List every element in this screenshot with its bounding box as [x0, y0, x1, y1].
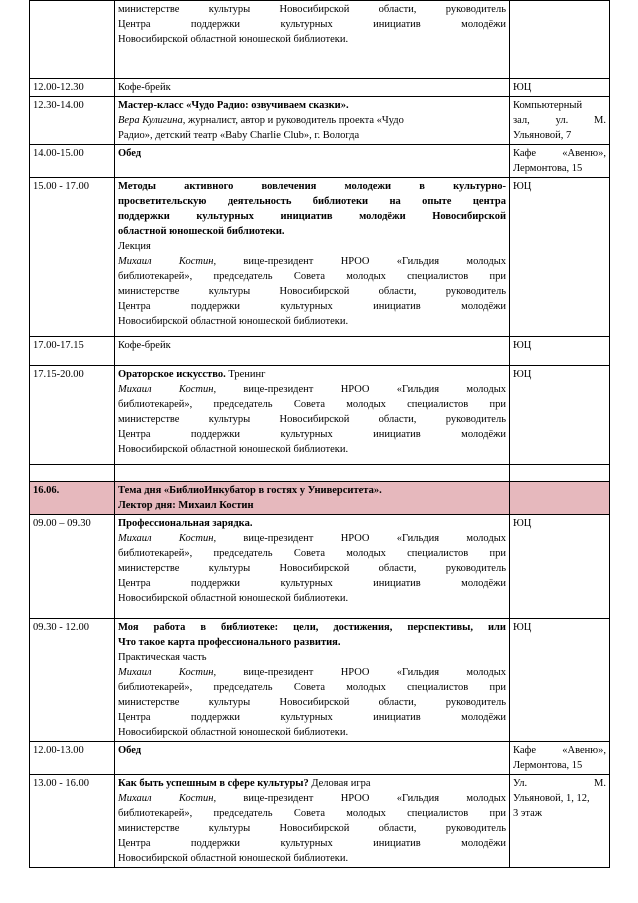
place-line: 3 этаж	[513, 808, 543, 819]
time-cell: 17.00-17.15	[30, 337, 115, 366]
speaker-desc: вице-президент НРОО «Гильдия молодых	[243, 793, 507, 804]
time-cell: 17.15-20.00	[30, 366, 115, 465]
content-cell	[115, 366, 510, 465]
time-cell	[30, 1, 115, 79]
event-title: поддержки культурных инициатив молодёжи Новосибирской	[118, 211, 506, 222]
place-line: Ул. М.	[513, 778, 606, 789]
content-cell	[115, 619, 510, 742]
day-header-row	[30, 482, 610, 515]
content-cell	[115, 515, 510, 619]
event-title: Обед	[118, 745, 142, 756]
place-line: Ульяновой, 7	[513, 130, 572, 141]
time-cell: 09.30 - 12.00	[30, 619, 115, 742]
event-title: областной юношеской библиотеки.	[118, 226, 285, 237]
table-row	[30, 515, 610, 619]
place-line: Лермонтова, 15	[513, 163, 583, 174]
place-line: Ульяновой, 1, 12,	[513, 793, 590, 804]
event-title: Обед	[118, 148, 142, 159]
event-type: Деловая игра	[311, 778, 371, 789]
table-row	[30, 465, 610, 482]
content-cell	[115, 742, 510, 775]
table-row	[30, 337, 610, 366]
speaker-desc: Центра поддержки культурных инициатив молодёжи	[118, 301, 506, 312]
speaker-name: Михаил Костин,	[118, 533, 217, 544]
day-lecturer: Лектор дня: Михаил Костин	[118, 500, 254, 511]
place-line: Лермонтова, 15	[513, 760, 583, 771]
time-cell	[30, 465, 115, 482]
time-cell: 12.00-13.00	[30, 742, 115, 775]
place-cell	[510, 775, 610, 868]
speaker-desc: библиотекарей», председатель Совета молодых специалистов при	[118, 682, 506, 693]
event-type: Практическая часть	[118, 652, 207, 663]
speaker-desc: Новосибирской областной юношеской библиотеки.	[118, 316, 349, 327]
place-cell: ЮЦ	[510, 366, 610, 465]
speaker-desc: министерстве культуры Новосибирской области, руководитель	[118, 823, 506, 834]
speaker-desc: вице-президент НРОО «Гильдия молодых	[243, 256, 507, 267]
speaker-name: Михаил Костин,	[118, 667, 217, 678]
time-cell: 09.00 – 09.30	[30, 515, 115, 619]
table-row	[30, 178, 610, 337]
event-type: Лекция	[118, 241, 151, 252]
speaker-desc: Новосибирской областной юношеской библиотеки.	[118, 593, 349, 604]
place-cell	[510, 97, 610, 145]
content-cell	[115, 178, 510, 337]
time-cell: 12.30-14.00	[30, 97, 115, 145]
content-cell	[115, 145, 510, 178]
event-title: Методы активного вовлечения молодежи в культурно-	[118, 181, 506, 192]
speaker-desc: Центра поддержки культурных инициатив молодёжи	[118, 429, 506, 440]
schedule-table	[29, 0, 610, 868]
event-title: Что такое карта профессионального развития.	[118, 637, 341, 648]
desc-line: Центра поддержки культурных инициатив молодёжи	[118, 19, 506, 30]
speaker-desc: библиотекарей», председатель Совета молодых специалистов при	[118, 271, 506, 282]
place-cell	[510, 145, 610, 178]
speaker-desc: журналист, автор и руководитель проекта «Чудо	[187, 115, 404, 126]
speaker-desc: вице-президент НРОО «Гильдия молодых	[243, 533, 507, 544]
content-cell	[115, 1, 510, 79]
table-row	[30, 145, 610, 178]
place-cell: ЮЦ	[510, 619, 610, 742]
table-row	[30, 742, 610, 775]
speaker-desc: министерстве культуры Новосибирской области, руководитель	[118, 563, 506, 574]
place-cell: ЮЦ	[510, 178, 610, 337]
content-cell	[115, 775, 510, 868]
speaker-desc: Центра поддержки культурных инициатив молодёжи	[118, 838, 506, 849]
place-cell	[510, 1, 610, 79]
table-row	[30, 366, 610, 465]
table-row	[30, 1, 610, 79]
speaker-desc: вице-президент НРОО «Гильдия молодых	[243, 667, 507, 678]
place-line: Кафе «Авеню»,	[513, 745, 606, 756]
speaker-desc: библиотекарей», председатель Совета молодых специалистов при	[118, 399, 506, 410]
time-cell: 12.00-12.30	[30, 79, 115, 97]
speaker-desc: Центра поддержки культурных инициатив молодёжи	[118, 712, 506, 723]
speaker-desc: вице-президент НРОО «Гильдия молодых	[243, 384, 507, 395]
place-line: зал, ул. М.	[513, 115, 606, 126]
table-row	[30, 79, 610, 97]
place-line: Компьютерный	[513, 100, 583, 111]
speaker-desc: Новосибирской областной юношеской библиотеки.	[118, 853, 349, 864]
event-title: просветительскую деятельность библиотеки на опыте центра	[118, 196, 506, 207]
time-cell: 14.00-15.00	[30, 145, 115, 178]
speaker-name: Михаил Костин,	[118, 793, 217, 804]
day-date: 16.06.	[30, 482, 115, 515]
place-cell	[510, 742, 610, 775]
speaker-desc: Новосибирской областной юношеской библиотеки.	[118, 444, 349, 455]
place-cell: ЮЦ	[510, 337, 610, 366]
event-title: Моя работа в библиотеке: цели, достижения, перспективы, или	[118, 622, 506, 633]
event-title: Профессиональная зарядка.	[118, 518, 253, 529]
day-theme: Тема дня «БиблиоИнкубатор в гостях у Университета».	[118, 485, 382, 496]
event-type: Тренинг	[228, 369, 266, 380]
speaker-desc: министерстве культуры Новосибирской области, руководитель	[118, 286, 506, 297]
speaker-desc: Радио», детский театр «Baby Charlie Club», г. Вологда	[118, 130, 360, 141]
speaker-desc: министерстве культуры Новосибирской области, руководитель	[118, 414, 506, 425]
speaker-desc: министерстве культуры Новосибирской области, руководитель	[118, 697, 506, 708]
speaker-name: Вера Кулигина,	[118, 115, 186, 126]
event-title: Мастер-класс «Чудо Радио: озвучиваем сказки».	[118, 100, 349, 111]
desc-line: Новосибирской областной юношеской библиотеки.	[118, 34, 349, 45]
day-theme-cell	[115, 482, 510, 515]
speaker-desc: Новосибирской областной юношеской библиотеки.	[118, 727, 349, 738]
place-cell	[510, 482, 610, 515]
desc-line: министерстве культуры Новосибирской области, руководитель	[118, 4, 506, 15]
content-cell: Кофе-брейк	[115, 79, 510, 97]
place-cell	[510, 465, 610, 482]
speaker-name: Михаил Костин,	[118, 384, 217, 395]
table-row	[30, 97, 610, 145]
event-title: Как быть успешным в сфере культуры?	[118, 778, 309, 789]
speaker-desc: библиотекарей», председатель Совета молодых специалистов при	[118, 548, 506, 559]
speaker-name: Михаил Костин,	[118, 256, 217, 267]
event-title: Ораторское искусство.	[118, 369, 226, 380]
content-cell	[115, 465, 510, 482]
speaker-desc: Центра поддержки культурных инициатив молодёжи	[118, 578, 506, 589]
place-cell: ЮЦ	[510, 515, 610, 619]
table-row	[30, 775, 610, 868]
content-cell: Кофе-брейк	[115, 337, 510, 366]
time-cell: 13.00 - 16.00	[30, 775, 115, 868]
content-cell	[115, 97, 510, 145]
speaker-desc: библиотекарей», председатель Совета молодых специалистов при	[118, 808, 506, 819]
time-cell: 15.00 - 17.00	[30, 178, 115, 337]
place-line: Кафе «Авеню»,	[513, 148, 606, 159]
table-row	[30, 619, 610, 742]
place-cell: ЮЦ	[510, 79, 610, 97]
